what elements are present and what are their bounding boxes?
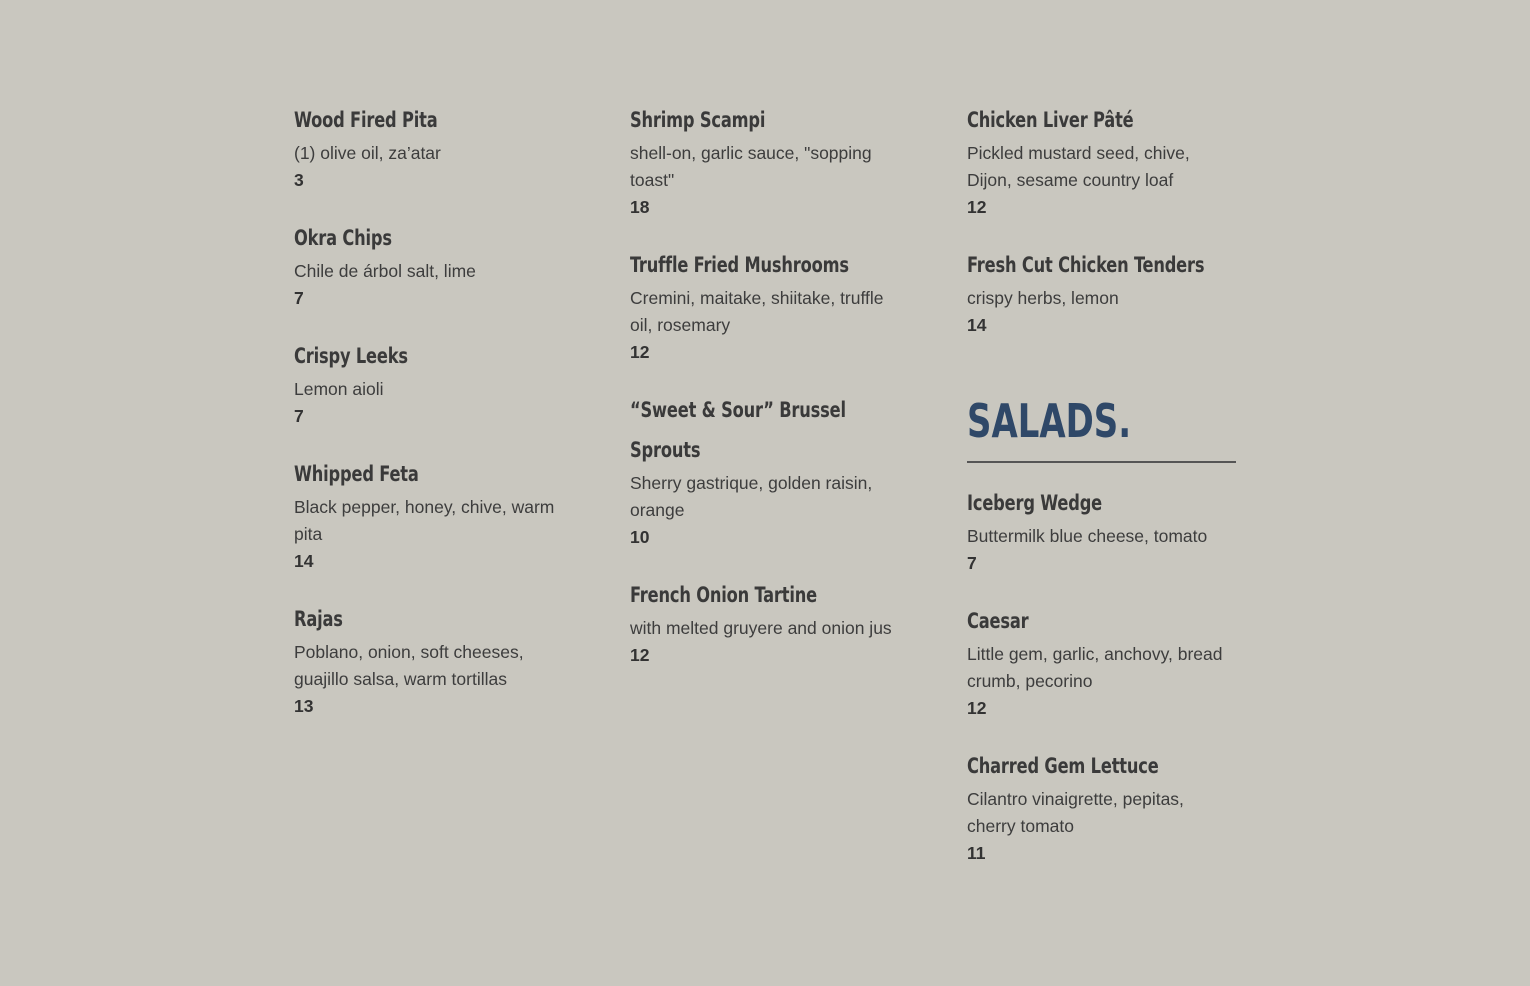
menu-item-name: Chicken Liver Pâté	[967, 108, 1134, 132]
menu-item-name: Iceberg Wedge	[967, 491, 1103, 515]
menu-item-description: Pickled mustard seed, chive, Dijon, sesame country loaf	[967, 143, 1190, 190]
menu-item-description: Sherry gastrique, golden raisin, orange	[630, 473, 873, 520]
menu-column-1	[294, 100, 569, 744]
section-divider	[967, 461, 1236, 463]
menu-item-price: 12	[630, 645, 650, 665]
menu-item	[967, 100, 1237, 221]
menu-item-name: “Sweet & Sour” Brussel Sprouts	[630, 398, 846, 462]
menu-item-name: Truffle Fried Mushrooms	[630, 253, 849, 277]
menu-column-2	[630, 100, 905, 693]
menu-item-price: 10	[630, 527, 650, 547]
menu-item	[630, 245, 905, 366]
menu-column-3	[967, 100, 1237, 891]
menu-item	[294, 336, 569, 430]
menu-item	[294, 218, 569, 312]
menu-item-description: crispy herbs, lemon	[967, 288, 1119, 308]
menu-item	[967, 483, 1237, 577]
menu-item-description: Lemon aioli	[294, 379, 384, 399]
menu-item-description: Buttermilk blue cheese, tomato	[967, 526, 1208, 546]
menu-item-name: Wood Fired Pita	[294, 108, 438, 132]
menu-item-description: Chile de árbol salt, lime	[294, 261, 476, 281]
menu-item-description: Cremini, maitake, shiitake, truffle oil, rosemary	[630, 288, 884, 335]
menu-item	[294, 100, 569, 194]
menu-item-price: 7	[967, 553, 977, 573]
menu-item-name: Caesar	[967, 609, 1029, 633]
menu-item-description: (1) olive oil, za’atar	[294, 143, 441, 163]
menu-item-price: 12	[630, 342, 650, 362]
section-title-salads: SALADS.	[967, 394, 1132, 448]
menu-item	[294, 454, 569, 575]
menu-item	[294, 599, 569, 720]
menu-item	[967, 746, 1237, 867]
menu-item-description: shell-on, garlic sauce, "sopping toast"	[630, 143, 872, 190]
menu-item-price: 7	[294, 406, 304, 426]
menu-item-name: Whipped Feta	[294, 462, 419, 486]
menu-item-name: French Onion Tartine	[630, 583, 817, 607]
menu-item-price: 12	[967, 698, 987, 718]
menu-item-description: Poblano, onion, soft cheeses, guajillo salsa, warm tortillas	[294, 642, 524, 689]
menu-item-price: 11	[967, 843, 986, 863]
menu-item	[630, 575, 905, 669]
menu-item-name: Crispy Leeks	[294, 344, 408, 368]
menu-item-description: Cilantro vinaigrette, pepitas, cherry tomato	[967, 789, 1184, 836]
menu-item-price: 14	[967, 315, 987, 335]
menu-item-description: Little gem, garlic, anchovy, bread crumb, pecorino	[967, 644, 1223, 691]
menu-item	[967, 601, 1237, 722]
menu-item-price: 3	[294, 170, 304, 190]
menu-item-name: Okra Chips	[294, 226, 392, 250]
menu-item-price: 14	[294, 551, 314, 571]
menu-item-price: 18	[630, 197, 650, 217]
menu-item-price: 13	[294, 696, 314, 716]
menu-item	[967, 245, 1237, 339]
menu-item-price: 7	[294, 288, 304, 308]
menu-item-name: Charred Gem Lettuce	[967, 754, 1159, 778]
menu-item-name: Shrimp Scampi	[630, 108, 766, 132]
menu-item	[630, 100, 905, 221]
menu-item-description: with melted gruyere and onion jus	[630, 618, 892, 638]
menu-item-price: 12	[967, 197, 987, 217]
menu-item	[630, 390, 905, 551]
menu-item-name: Rajas	[294, 607, 343, 631]
menu-item-name: Fresh Cut Chicken Tenders	[967, 253, 1205, 277]
menu-item-description: Black pepper, honey, chive, warm pita	[294, 497, 555, 544]
